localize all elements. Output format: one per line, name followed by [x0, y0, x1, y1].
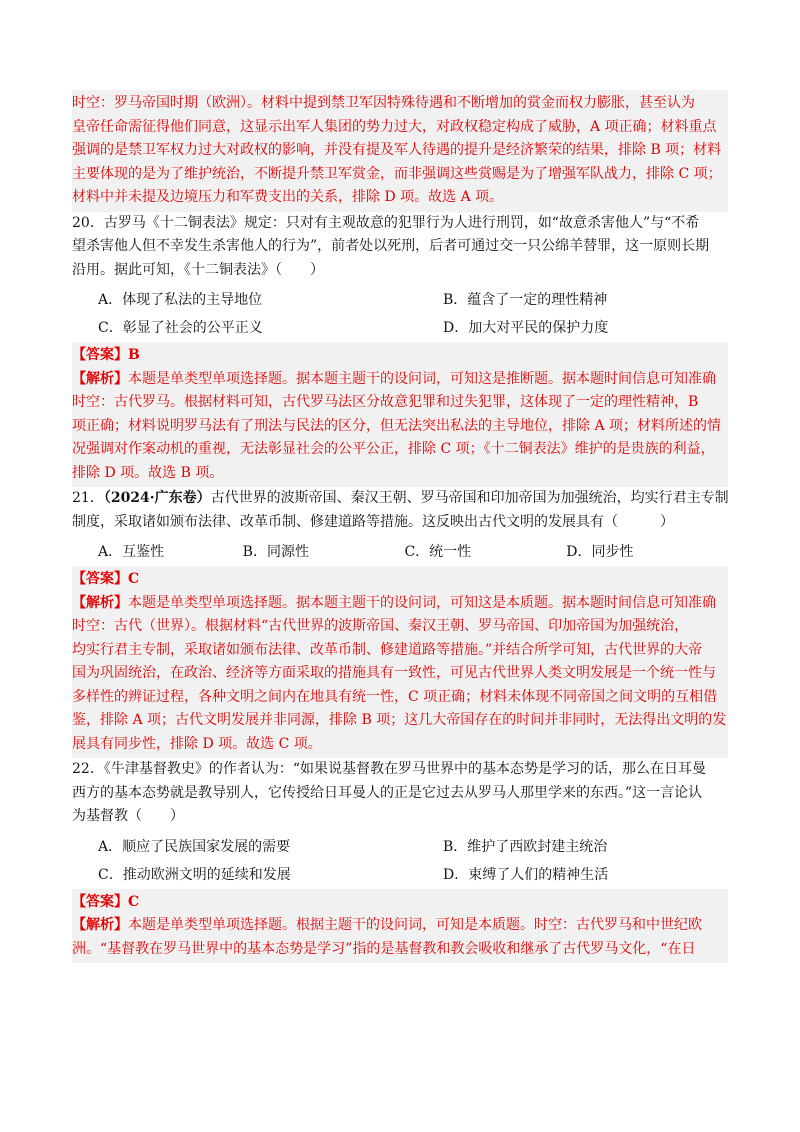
analysis-line	[72, 914, 728, 938]
analysis-line: 鉴，排除 A 项；古代文明发展并非同源，排除 B 项；这几大帝国存在的时间并非同时，无法得出文明的发	[72, 712, 727, 728]
question-22	[72, 758, 728, 829]
q22-answer-block	[72, 889, 728, 964]
analysis-line: 主要体现的是为了维护统治，不断提升禁卫军赏金，而非强调这些赏赐是为了增强军队战力，排除 C 项；	[72, 165, 722, 182]
option-c[interactable]: C．彰显了社会的公平正义	[98, 320, 263, 336]
question-number: 21．	[72, 490, 104, 506]
analysis-line	[72, 592, 728, 616]
option-c[interactable]: C．统一性	[404, 544, 472, 560]
question-stem-line	[72, 487, 728, 511]
question-21	[72, 487, 728, 534]
analysis-line: 多样性的辨证过程，各种文明之间内在地具有统一性，C 项正确；材料未体现不同帝国之间文明的互相借	[72, 688, 718, 705]
analysis-line: 均实行君主专制，采取诸如颁布法律、改革币制、修建道路等措施。”并结合所学可知，古代世界的大帝	[72, 641, 703, 658]
analysis-line: 时空：古代（世界）。根据材料“古代世界的波斯帝国、秦汉王朝、罗马帝国、印加帝国为加强统治，	[72, 618, 689, 634]
analysis-line: 项正确；材料说明罗马法有了刑法与民法的区分，但无法突出私法的主导地位，排除 A 项；材料所述的情	[72, 417, 722, 434]
answer-value: C	[128, 571, 140, 587]
analysis-tag: 【解析】	[72, 370, 128, 387]
question-stem-line: 为基督教（ ）	[72, 808, 184, 824]
option-b[interactable]: B．蕴含了一定的理性精神	[443, 292, 608, 308]
analysis-tag: 【解析】	[72, 917, 128, 933]
question-source: （2024·广东卷）	[103, 490, 211, 506]
question-stem-line: 沿用。据此可知，《十二铜表法》（ ）	[72, 261, 324, 278]
option-b[interactable]: B．同源性	[242, 544, 309, 560]
analysis-line: 材料中并未提及边境压力和军费支出的关系，排除 D 项。故选 A 项。	[72, 189, 504, 205]
q19-analysis-block	[72, 90, 728, 212]
answer-line	[72, 568, 728, 592]
q20-answer-block	[72, 342, 728, 487]
question-stem-line: 制度，采取诸如颁布法律、改革币制、修建道路等措施。这反映出古代文明的发展具有（ ）	[72, 513, 674, 530]
answer-value: B	[128, 347, 140, 363]
option-b[interactable]: B．维护了西欧封建主统治	[443, 838, 608, 855]
question-stem-line: 22．《牛津基督教史》的作者认为：“如果说基督教在罗马世界中的基本态势是学习的话，那么在日耳曼	[72, 761, 706, 777]
analysis-line: 排除 D 项。故选 B 项。	[72, 464, 224, 481]
question-22-options	[72, 833, 728, 889]
analysis-line	[72, 368, 728, 392]
answer-tag: 【答案】	[72, 571, 128, 587]
question-20	[72, 212, 728, 283]
answer-tag: 【答案】	[72, 893, 128, 910]
question-stem-line: 望杀害他人但不幸发生杀害他人的行为”，前者处以死刑，后者可通过交一只公绵羊替罪，这一原则长期	[72, 238, 710, 254]
analysis-line: 洲。“基督教在罗马世界中的基本态势是学习”指的是基督教和教会吸收和继承了古代罗马文化，“在日	[72, 940, 696, 957]
analysis-line: 况强调对作案动机的重视，无法彰显社会的公平公正，排除 C 项；《十二铜表法》维护的是贵族的利益，	[72, 441, 715, 457]
analysis-line: 时空：古代罗马。根据材料可知，古代罗马法区分故意犯罪和过失犯罪，这体现了一定的理性精神，B	[72, 394, 699, 410]
option-a[interactable]: A．体现了私法的主导地位	[98, 292, 263, 308]
analysis-tag: 【解析】	[72, 594, 128, 611]
analysis-line: 展具有同步性，排除 D 项。故选 C 项。	[72, 735, 322, 752]
answer-tag: 【答案】	[72, 347, 128, 363]
answer-line	[72, 891, 728, 915]
question-stem-text: 古代世界的波斯帝国、秦汉王朝、罗马帝国和印加帝国为加强统治，均实行君主专制	[210, 490, 729, 506]
analysis-text: 本题是单类型单项选择题。根据主题干的设问词，可知是本质题。时空：古代罗马和中世纪欧	[128, 917, 702, 933]
option-a[interactable]: A．顺应了民族国家发展的需要	[98, 838, 291, 855]
document-page	[72, 90, 728, 963]
question-stem-line: 西方的基本态势就是教导别人，它传授给日耳曼人的正是它过去从罗马人那里学来的东西。”这一言论认	[72, 784, 703, 801]
option-a[interactable]: A．互鉴性	[98, 544, 165, 560]
option-d[interactable]: D．同步性	[566, 544, 634, 560]
answer-line	[72, 344, 728, 368]
analysis-line: 皇帝任命需征得他们同意，这显示出军人集团的势力过大，对政权稳定构成了威胁，A 项正确；材料重点	[72, 118, 717, 135]
question-20-options	[72, 286, 728, 342]
option-d[interactable]: D．加大对平民的保护力度	[443, 320, 609, 336]
analysis-line: 强调的是禁卫军权力过大对政权的影响，并没有提及军人待遇的提升是经济繁荣的结果，排除 B 项；材料	[72, 142, 722, 158]
option-c[interactable]: C．推动欧洲文明的延续和发展	[98, 866, 291, 883]
analysis-line: 国为巩固统治，在政治、经济等方面采取的措施具有一致性，可见古代世界人类文明发展是一个统一性与	[72, 665, 716, 681]
question-stem-line: 20．古罗马《十二铜表法》规定：只对有主观故意的犯罪行为人进行刑罚，如“故意杀害他人”与“不希	[72, 214, 700, 231]
option-d[interactable]: D．束缚了人们的精神生活	[443, 866, 609, 883]
analysis-text: 本题是单类型单项选择题。据本题主题干的设问词，可知这是本质题。据本题时间信息可知准确	[128, 594, 716, 611]
question-21-options	[72, 538, 728, 566]
analysis-text: 本题是单类型单项选择题。据本题主题干的设问词，可知这是推断题。据本题时间信息可知准确	[128, 370, 716, 387]
q21-answer-block	[72, 566, 728, 758]
answer-value: C	[128, 893, 140, 910]
analysis-line: 时空：罗马帝国时期（欧洲）。材料中提到禁卫军因特殊待遇和不断增加的赏金而权力膨胀，甚至认为	[72, 95, 695, 111]
